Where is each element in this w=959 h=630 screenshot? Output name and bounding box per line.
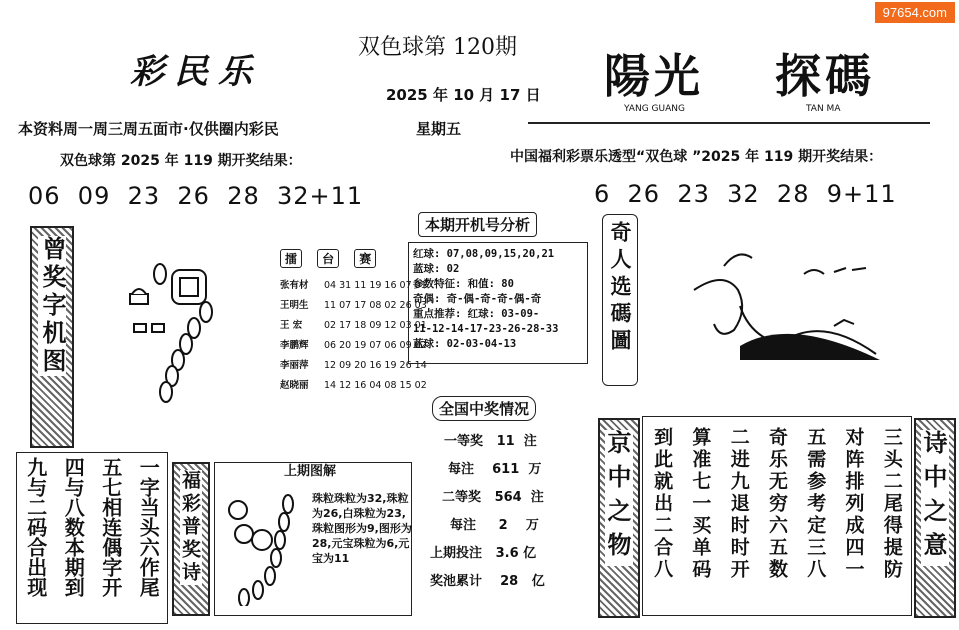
prize-value: 3.6 <box>495 546 519 561</box>
poem-column: 四与八数本期到 <box>61 457 86 597</box>
prize-unit: 亿 <box>523 546 537 561</box>
poem-column: 五七相连偶字开 <box>98 457 123 597</box>
arena-row <box>280 336 427 356</box>
prize-row <box>450 514 539 533</box>
prize-label: 一等奖 <box>444 434 484 449</box>
arena-row <box>280 276 427 296</box>
prize-unit: 注 <box>523 434 537 449</box>
arena-name: 王 宏 <box>280 320 303 331</box>
center-banner <box>172 462 210 616</box>
previous-numbers-left: 06 09 23 26 28 32+11 <box>28 182 364 210</box>
prize-label: 每注 <box>450 518 477 533</box>
poem-box <box>16 452 168 624</box>
watermark-badge: 97654.com <box>875 2 955 23</box>
pinyin-tan-ma: TAN MA <box>806 104 841 114</box>
last-diagram-title: 上期图解 <box>284 464 337 479</box>
prize-unit: 亿 <box>531 574 545 589</box>
prize-label: 上期投注 <box>430 546 483 561</box>
right-left-banner <box>598 418 640 618</box>
analysis-line: 蓝球: 02 <box>413 263 460 275</box>
analysis-line: 红球: 07,08,09,15,20,21 <box>413 248 555 260</box>
arena-numbers: 06 20 19 07 06 09 02 <box>324 340 427 351</box>
prize-unit: 万 <box>525 518 539 533</box>
poem-column: 九与二码合出现 <box>23 457 48 597</box>
analysis-line: 11-12-14-17-23-26-28-33 <box>413 323 559 335</box>
arena-row <box>280 296 427 316</box>
previous-result-left-label: 双色球第 2025 年 119 期开奖结果： <box>60 153 302 169</box>
issue-date: 2025 年 10 月 17 日 <box>386 86 541 104</box>
arena-row <box>280 356 427 376</box>
bead-chain-illustration <box>222 490 308 606</box>
right-left-banner-text: 京中之物 <box>603 430 631 566</box>
arena-numbers: 11 07 17 08 02 26 03 <box>324 300 427 311</box>
prize-title: 全国中奖情况 <box>432 396 536 421</box>
analysis-title: 本期开机号分析 <box>418 212 537 237</box>
prize-label: 二等奖 <box>442 490 482 505</box>
right-poem-column: 三头二尾得提防 <box>880 427 903 581</box>
left-banner-text: 曾奖字机图 <box>38 236 66 376</box>
left-banner <box>30 226 74 448</box>
analysis-box <box>408 242 588 364</box>
pinyin-yang-guang: YANG GUANG <box>624 104 685 114</box>
prize-row <box>430 570 545 589</box>
arena-row <box>280 316 427 336</box>
right-poem-column: 到此就出二合八 <box>651 427 674 581</box>
previous-numbers-right: 6 26 23 32 28 9+11 <box>594 180 897 208</box>
right-poem-column: 二进九退时时开 <box>727 427 750 581</box>
prize-row <box>444 430 537 449</box>
arena-name: 王明生 <box>280 300 309 311</box>
arena-tab-2: 台 <box>317 249 339 268</box>
right-banner-text: 奇人选碼圖 <box>608 221 632 356</box>
bead-diagram-illustration <box>120 252 220 412</box>
analysis-line: 重点推荐: 红球: 03-09- <box>413 308 540 320</box>
arena-numbers: 02 17 18 09 12 03 01 <box>324 320 427 331</box>
right-poem-column: 五需参考定三八 <box>804 427 827 581</box>
brand-left-logo: 彩民乐 <box>130 52 262 92</box>
landscape-illustration <box>684 246 888 366</box>
poem-columns <box>17 453 167 597</box>
header-divider <box>528 122 930 124</box>
arena-tab-3: 赛 <box>354 249 376 268</box>
prize-unit: 注 <box>530 490 544 505</box>
center-banner-text: 福彩普奖诗 <box>179 470 201 585</box>
arena-numbers: 14 12 16 04 08 15 02 <box>324 380 427 391</box>
arena-name: 赵晓丽 <box>280 380 309 391</box>
prize-value: 2 <box>498 518 508 533</box>
arena-table <box>280 276 427 396</box>
prize-label: 奖池累计 <box>430 574 483 589</box>
arena-row <box>280 376 427 396</box>
analysis-line: 参数特征: 和值: 80 <box>413 278 514 290</box>
analysis-line: 蓝球: 02-03-04-13 <box>413 338 517 350</box>
prize-value: 611 <box>492 462 520 477</box>
prize-unit: 万 <box>528 462 542 477</box>
prize-label: 每注 <box>448 462 475 477</box>
brand-right-logo-1: 陽光 <box>604 49 704 103</box>
arena-name: 李丽萍 <box>280 360 309 371</box>
brand-right-logo-2: 探碼 <box>775 49 875 103</box>
prize-row <box>442 486 544 505</box>
arena-numbers: 04 31 11 19 16 07 01 <box>324 280 427 291</box>
previous-result-right-label: 中国福利彩票乐透型“双色球 ”2025 年 119 期开奖结果： <box>510 149 883 165</box>
right-right-banner <box>914 418 956 618</box>
arena-name: 李鹏辉 <box>280 340 309 351</box>
right-poem-column: 算准七一买单码 <box>689 427 712 581</box>
issue-title: 双色球第 120期 <box>358 35 517 60</box>
publish-notice: 本资料周一周三周五面市·仅供圈内彩民 <box>18 120 279 138</box>
right-right-banner-text: 诗中之意 <box>919 430 947 566</box>
prize-value: 11 <box>496 434 515 449</box>
prize-row <box>448 458 541 477</box>
right-banner <box>602 214 638 386</box>
arena-numbers: 12 09 20 16 19 26 14 <box>324 360 427 371</box>
prize-value: 28 <box>500 574 519 589</box>
arena-tabs <box>280 248 386 268</box>
analysis-line: 奇偶: 奇-偶-奇-奇-偶-奇 <box>413 293 542 305</box>
right-poem-box <box>642 416 912 616</box>
arena-name: 张有材 <box>280 280 309 291</box>
right-poem-column: 对阵排列成四一 <box>842 427 865 581</box>
prize-value: 564 <box>494 490 522 505</box>
right-poem-column: 奇乐无穷六五数 <box>765 427 788 581</box>
poem-column: 一字当头六作尾 <box>136 457 161 597</box>
prize-row <box>430 542 536 561</box>
weekday: 星期五 <box>416 120 462 138</box>
last-diagram-text: 珠粒珠粒为32,珠粒为26,白珠粒为23,珠粒图形为9,图形为28,元宝珠粒为6,元宝为11 <box>312 492 412 565</box>
arena-tab-1: 擂 <box>280 249 302 268</box>
right-poem-columns <box>643 417 911 581</box>
